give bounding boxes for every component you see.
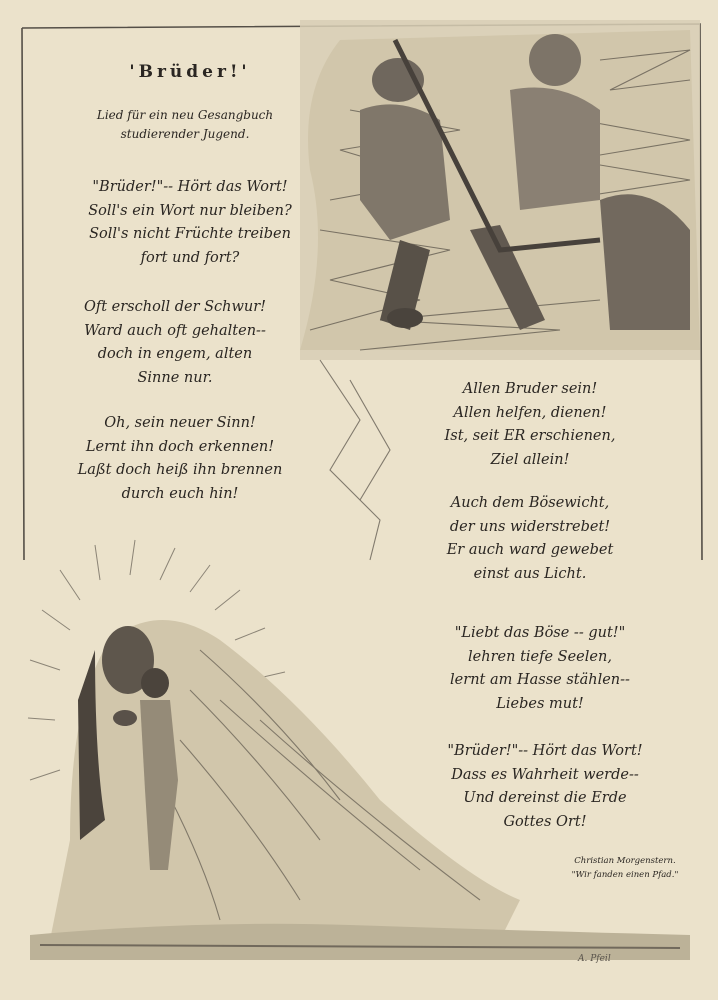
verse-line: Ziel allein! bbox=[490, 451, 570, 468]
author-name: Christian Morgenstern. bbox=[574, 856, 676, 866]
attribution bbox=[540, 854, 710, 882]
subtitle-line: Lied für ein neu Gesangbuch bbox=[96, 108, 274, 122]
stanza-2 bbox=[30, 296, 320, 390]
verse-line: lernt am Hasse stählen-- bbox=[450, 672, 630, 688]
verse-line: der uns widerstrebet! bbox=[449, 518, 611, 535]
poem-subtitle bbox=[70, 106, 300, 144]
verse-line: Soll's ein Wort nur bleiben? bbox=[88, 202, 292, 219]
verse-line: Liebes mut! bbox=[496, 695, 584, 712]
verse-line: "Liebt das Böse -- gut!" bbox=[454, 625, 626, 641]
fighting-figures-illustration bbox=[300, 20, 700, 560]
source-title: "Wir fanden einen Pfad." bbox=[571, 870, 679, 880]
stanza-1 bbox=[40, 176, 340, 270]
verse-line: einst aus Licht. bbox=[473, 565, 587, 582]
verse-line: Ist, seit ER erschienen, bbox=[444, 428, 616, 444]
verse-line: lehren tiefe Seelen, bbox=[468, 648, 612, 665]
verse-line: Allen helfen, dienen! bbox=[453, 404, 607, 421]
verse-line: Gottes Ort! bbox=[503, 813, 587, 830]
verse-line: Lernt ihn doch erkennen! bbox=[85, 438, 275, 455]
verse-line: Soll's nicht Früchte treiben bbox=[89, 226, 291, 242]
stanza-4 bbox=[410, 378, 650, 472]
verse-line: doch in engem, alten bbox=[97, 346, 253, 362]
verse-line: Ward auch oft gehalten-- bbox=[84, 322, 266, 339]
verse-line: Auch dem Bösewicht, bbox=[450, 495, 610, 511]
verse-line: "Brüder!"-- Hört das Wort! bbox=[92, 179, 288, 195]
verse-line: fort und fort? bbox=[140, 249, 240, 266]
poem-title: 'Brüder!' bbox=[129, 62, 251, 82]
subtitle-line: studierender Jugend. bbox=[120, 127, 250, 141]
verse-line: Oh, sein neuer Sinn! bbox=[104, 415, 256, 431]
stanza-3 bbox=[30, 412, 330, 506]
verse-line: Oft erscholl der Schwur! bbox=[83, 299, 267, 315]
verse-line: "Brüder!"-- Hört das Wort! bbox=[447, 743, 643, 759]
verse-line: Allen Bruder sein! bbox=[462, 381, 598, 397]
verse-line: Sinne nur. bbox=[137, 369, 213, 386]
verse-line: Er auch ward gewebet bbox=[446, 542, 614, 558]
artist-signature: A. Pfeil bbox=[578, 954, 611, 964]
verse-line: Dass es Wahrheit werde-- bbox=[451, 766, 639, 783]
stanza-7 bbox=[400, 740, 690, 834]
verse-line: durch euch hin! bbox=[121, 485, 239, 502]
stanza-5 bbox=[400, 492, 660, 586]
verse-line: Laßt doch heiß ihn brennen bbox=[77, 462, 283, 478]
verse-line: Und dereinst die Erde bbox=[463, 790, 627, 806]
stanza-6 bbox=[400, 622, 680, 716]
